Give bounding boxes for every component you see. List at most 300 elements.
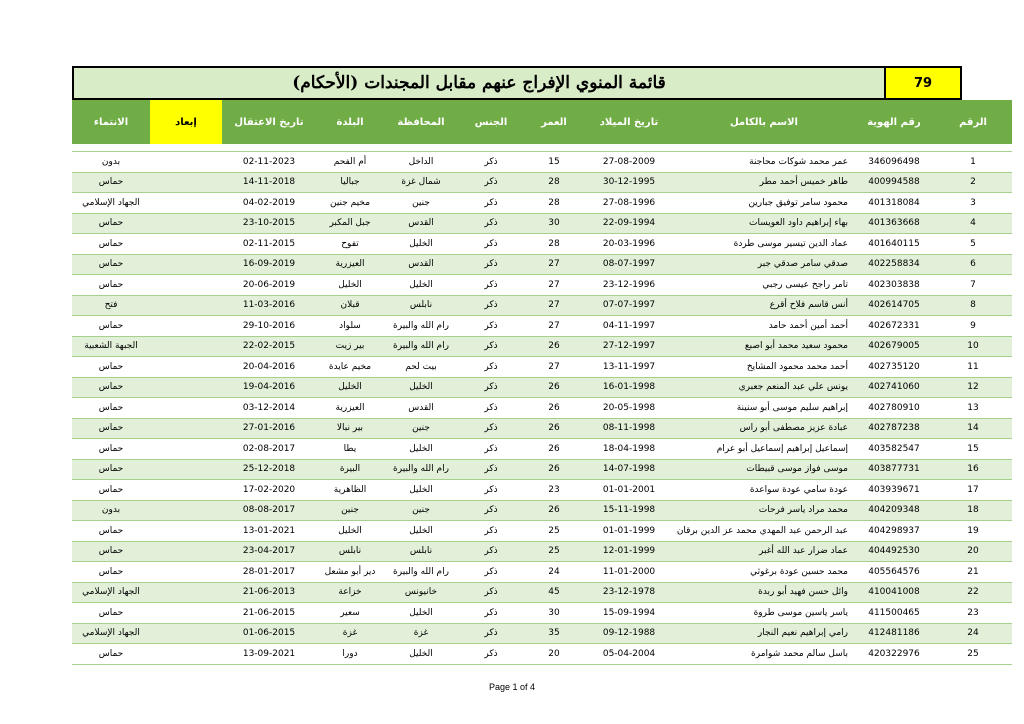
cell-id-number: 400994588 [854, 172, 934, 193]
cell-arrest-date: 08-08-2017 [222, 500, 316, 521]
table-row [72, 377, 1012, 398]
table-gap-row [72, 144, 1012, 152]
cell-number: 1 [934, 152, 1012, 173]
cell-province: جنين [384, 418, 458, 439]
cell-gender: ذكر [458, 521, 524, 542]
cell-dob: 12-01-1999 [584, 541, 674, 562]
cell-age: 26 [524, 336, 584, 357]
cell-affiliation: حماس [72, 562, 150, 583]
header-arrest-date: تاريخ الاعتقال [222, 100, 316, 144]
table-row [72, 316, 1012, 337]
table-row [72, 234, 1012, 255]
cell-id-number: 402303838 [854, 275, 934, 296]
cell-deport [150, 377, 222, 398]
cell-arrest-date: 20-04-2016 [222, 357, 316, 378]
cell-town: تفوح [316, 234, 384, 255]
cell-deport [150, 439, 222, 460]
cell-age: 26 [524, 398, 584, 419]
cell-town: سعير [316, 603, 384, 624]
cell-arrest-date: 02-08-2017 [222, 439, 316, 460]
cell-deport [150, 172, 222, 193]
cell-number: 20 [934, 541, 1012, 562]
cell-number: 25 [934, 644, 1012, 665]
cell-gender: ذكر [458, 172, 524, 193]
cell-town: البيرة [316, 459, 384, 480]
cell-town: مخيم عايدة [316, 357, 384, 378]
cell-gender: ذكر [458, 275, 524, 296]
cell-town: العيزرية [316, 398, 384, 419]
cell-deport [150, 213, 222, 234]
header-name: الاسم بالكامل [674, 100, 854, 144]
cell-province: جنين [384, 193, 458, 214]
cell-age: 20 [524, 644, 584, 665]
cell-town: الخليل [316, 275, 384, 296]
cell-name: إسماعيل إبراهيم إسماعيل أبو عرام [674, 439, 854, 460]
cell-arrest-date: 20-06-2019 [222, 275, 316, 296]
cell-number: 17 [934, 480, 1012, 501]
cell-deport [150, 357, 222, 378]
cell-town: سلواد [316, 316, 384, 337]
cell-deport [150, 295, 222, 316]
cell-town: أم الفحم [316, 152, 384, 173]
cell-arrest-date: 23-04-2017 [222, 541, 316, 562]
cell-gender: ذكر [458, 377, 524, 398]
table-row [72, 213, 1012, 234]
cell-town: العيزرية [316, 254, 384, 275]
cell-number: 11 [934, 357, 1012, 378]
cell-town: دير أبو مشعل [316, 562, 384, 583]
cell-arrest-date: 02-11-2023 [222, 152, 316, 173]
cell-id-number: 401318084 [854, 193, 934, 214]
cell-age: 27 [524, 275, 584, 296]
cell-town: جبل المكبر [316, 213, 384, 234]
title-number: 79 [886, 68, 960, 98]
cell-affiliation: حماس [72, 275, 150, 296]
cell-province: الخليل [384, 644, 458, 665]
cell-gender: ذكر [458, 316, 524, 337]
table-row [72, 480, 1012, 501]
cell-deport [150, 644, 222, 665]
cell-age: 26 [524, 439, 584, 460]
cell-affiliation: حماس [72, 418, 150, 439]
cell-town: مخيم جنين [316, 193, 384, 214]
cell-number: 16 [934, 459, 1012, 480]
cell-number: 23 [934, 603, 1012, 624]
cell-town: بير نبالا [316, 418, 384, 439]
cell-gender: ذكر [458, 541, 524, 562]
cell-affiliation: حماس [72, 172, 150, 193]
cell-affiliation: الجهاد الإسلامي [72, 623, 150, 644]
cell-town: بير زيت [316, 336, 384, 357]
cell-province: نابلس [384, 295, 458, 316]
cell-deport [150, 234, 222, 255]
cell-deport [150, 193, 222, 214]
cell-age: 30 [524, 603, 584, 624]
cell-affiliation: حماس [72, 439, 150, 460]
cell-name: طاهر خميس أحمد مطر [674, 172, 854, 193]
cell-age: 23 [524, 480, 584, 501]
cell-dob: 08-07-1997 [584, 254, 674, 275]
cell-province: جنين [384, 500, 458, 521]
cell-affiliation: الجبهة الشعبية [72, 336, 150, 357]
cell-province: الخليل [384, 377, 458, 398]
table-row [72, 459, 1012, 480]
cell-id-number: 402679005 [854, 336, 934, 357]
cell-affiliation: حماس [72, 459, 150, 480]
cell-id-number: 401363668 [854, 213, 934, 234]
table-row [72, 521, 1012, 542]
cell-id-number: 405564576 [854, 562, 934, 583]
cell-province: بيت لحم [384, 357, 458, 378]
cell-gender: ذكر [458, 480, 524, 501]
cell-dob: 20-05-1998 [584, 398, 674, 419]
cell-name: عماد الدين تيسير موسى طردة [674, 234, 854, 255]
cell-deport [150, 152, 222, 173]
cell-gender: ذكر [458, 357, 524, 378]
cell-id-number: 402672331 [854, 316, 934, 337]
header-gender: الجنس [458, 100, 524, 144]
cell-id-number: 401640115 [854, 234, 934, 255]
cell-affiliation: حماس [72, 234, 150, 255]
cell-id-number: 402787238 [854, 418, 934, 439]
cell-number: 6 [934, 254, 1012, 275]
cell-number: 12 [934, 377, 1012, 398]
header-affiliation: الانتماء [72, 100, 150, 144]
cell-number: 7 [934, 275, 1012, 296]
cell-id-number: 410041008 [854, 582, 934, 603]
cell-age: 25 [524, 541, 584, 562]
cell-dob: 27-08-1996 [584, 193, 674, 214]
cell-province: الخليل [384, 275, 458, 296]
cell-number: 19 [934, 521, 1012, 542]
cell-province: الخليل [384, 480, 458, 501]
cell-province: القدس [384, 213, 458, 234]
cell-dob: 05-04-2004 [584, 644, 674, 665]
cell-town: جباليا [316, 172, 384, 193]
cell-gender: ذكر [458, 439, 524, 460]
cell-id-number: 404298937 [854, 521, 934, 542]
cell-arrest-date: 13-09-2021 [222, 644, 316, 665]
table-body [72, 144, 1012, 664]
cell-deport [150, 316, 222, 337]
cell-deport [150, 500, 222, 521]
cell-id-number: 403877731 [854, 459, 934, 480]
cell-province: خانيونس [384, 582, 458, 603]
table-row [72, 172, 1012, 193]
cell-id-number: 404492530 [854, 541, 934, 562]
cell-id-number: 402258834 [854, 254, 934, 275]
cell-age: 26 [524, 418, 584, 439]
header-town: البلدة [316, 100, 384, 144]
cell-name: إبراهيم سليم موسى أبو سنينة [674, 398, 854, 419]
cell-deport [150, 521, 222, 542]
cell-name: وائل حسن فهيد أبو ربدة [674, 582, 854, 603]
header-province: المحافظة [384, 100, 458, 144]
header-id-number: رقم الهوية [854, 100, 934, 144]
cell-name: عودة سامي عودة سواعدة [674, 480, 854, 501]
cell-name: محمود سامر توفيق جبارين [674, 193, 854, 214]
cell-dob: 07-07-1997 [584, 295, 674, 316]
cell-id-number: 346096498 [854, 152, 934, 173]
cell-gender: ذكر [458, 295, 524, 316]
cell-province: القدس [384, 398, 458, 419]
cell-province: نابلس [384, 541, 458, 562]
cell-age: 26 [524, 500, 584, 521]
page-footer: Page 1 of 4 [488, 682, 536, 692]
cell-affiliation: الجهاد الإسلامي [72, 193, 150, 214]
table-header-row [72, 100, 1012, 144]
cell-deport [150, 336, 222, 357]
cell-name: أحمد محمد محمود المشايخ [674, 357, 854, 378]
cell-gender: ذكر [458, 418, 524, 439]
cell-deport [150, 418, 222, 439]
cell-deport [150, 459, 222, 480]
cell-dob: 16-01-1998 [584, 377, 674, 398]
cell-gender: ذكر [458, 398, 524, 419]
cell-town: الخليل [316, 377, 384, 398]
cell-name: عمر محمد شوكات محاجنة [674, 152, 854, 173]
cell-dob: 18-04-1998 [584, 439, 674, 460]
cell-dob: 08-11-1998 [584, 418, 674, 439]
cell-number: 15 [934, 439, 1012, 460]
cell-province: الخليل [384, 521, 458, 542]
cell-arrest-date: 21-06-2013 [222, 582, 316, 603]
cell-dob: 11-01-2000 [584, 562, 674, 583]
cell-id-number: 402614705 [854, 295, 934, 316]
cell-dob: 22-09-1994 [584, 213, 674, 234]
cell-affiliation: حماس [72, 644, 150, 665]
cell-deport [150, 582, 222, 603]
table-row [72, 439, 1012, 460]
cell-affiliation: حماس [72, 254, 150, 275]
cell-age: 25 [524, 521, 584, 542]
cell-gender: ذكر [458, 193, 524, 214]
cell-age: 35 [524, 623, 584, 644]
cell-arrest-date: 13-01-2021 [222, 521, 316, 542]
cell-age: 27 [524, 295, 584, 316]
cell-affiliation: حماس [72, 603, 150, 624]
cell-province: رام الله والبيرة [384, 336, 458, 357]
table-row [72, 541, 1012, 562]
cell-dob: 01-01-2001 [584, 480, 674, 501]
cell-town: دورا [316, 644, 384, 665]
cell-name: ياسر ياسين موسى طروة [674, 603, 854, 624]
cell-arrest-date: 03-12-2014 [222, 398, 316, 419]
cell-arrest-date: 04-02-2019 [222, 193, 316, 214]
cell-name: عماد ضرار عبد الله أغبر [674, 541, 854, 562]
cell-gender: ذكر [458, 603, 524, 624]
cell-number: 5 [934, 234, 1012, 255]
cell-town: غزة [316, 623, 384, 644]
table-row [72, 603, 1012, 624]
cell-arrest-date: 28-01-2017 [222, 562, 316, 583]
cell-age: 27 [524, 316, 584, 337]
cell-age: 27 [524, 357, 584, 378]
cell-dob: 13-11-1997 [584, 357, 674, 378]
cell-deport [150, 398, 222, 419]
title-row [72, 66, 962, 100]
cell-gender: ذكر [458, 213, 524, 234]
table-row [72, 275, 1012, 296]
cell-name: أحمد أمين أحمد حامد [674, 316, 854, 337]
cell-town: نابلس [316, 541, 384, 562]
table-row [72, 644, 1012, 665]
cell-dob: 27-08-2009 [584, 152, 674, 173]
cell-age: 24 [524, 562, 584, 583]
cell-affiliation: بدون [72, 500, 150, 521]
table-row [72, 500, 1012, 521]
cell-gender: ذكر [458, 562, 524, 583]
cell-id-number: 404209348 [854, 500, 934, 521]
cell-dob: 23-12-1978 [584, 582, 674, 603]
table-row [72, 336, 1012, 357]
table-row [72, 418, 1012, 439]
cell-age: 30 [524, 213, 584, 234]
cell-gender: ذكر [458, 459, 524, 480]
cell-province: شمال غزة [384, 172, 458, 193]
document-sheet [72, 66, 987, 665]
cell-province: القدس [384, 254, 458, 275]
cell-number: 22 [934, 582, 1012, 603]
cell-dob: 14-07-1998 [584, 459, 674, 480]
cell-province: رام الله والبيرة [384, 459, 458, 480]
header-age: العمر [524, 100, 584, 144]
cell-name: محمد حسين عودة برغوثي [674, 562, 854, 583]
cell-name: محمود سعيد محمد أبو اصبع [674, 336, 854, 357]
cell-arrest-date: 29-10-2016 [222, 316, 316, 337]
cell-town: الخليل [316, 521, 384, 542]
document-title: قائمة المنوي الإفراج عنهم مقابل المجندات (الأحكام) [74, 68, 886, 98]
cell-province: الخليل [384, 603, 458, 624]
cell-number: 24 [934, 623, 1012, 644]
header-deport: إبعاد [150, 100, 222, 144]
cell-dob: 27-12-1997 [584, 336, 674, 357]
cell-id-number: 402741060 [854, 377, 934, 398]
cell-town: قبلان [316, 295, 384, 316]
cell-arrest-date: 27-01-2016 [222, 418, 316, 439]
cell-affiliation: حماس [72, 316, 150, 337]
cell-gender: ذكر [458, 582, 524, 603]
cell-dob: 09-12-1988 [584, 623, 674, 644]
cell-age: 45 [524, 582, 584, 603]
cell-name: أنس قاسم فلاح أقرع [674, 295, 854, 316]
cell-age: 27 [524, 254, 584, 275]
cell-gender: ذكر [458, 644, 524, 665]
cell-dob: 15-11-1998 [584, 500, 674, 521]
cell-dob: 15-09-1994 [584, 603, 674, 624]
cell-dob: 23-12-1996 [584, 275, 674, 296]
cell-deport [150, 275, 222, 296]
cell-affiliation: حماس [72, 521, 150, 542]
cell-number: 14 [934, 418, 1012, 439]
cell-id-number: 412481186 [854, 623, 934, 644]
cell-id-number: 420322976 [854, 644, 934, 665]
cell-affiliation: حماس [72, 398, 150, 419]
cell-gender: ذكر [458, 152, 524, 173]
cell-age: 28 [524, 172, 584, 193]
cell-dob: 20-03-1996 [584, 234, 674, 255]
header-dob: تاريخ الميلاد [584, 100, 674, 144]
cell-town: خزاعة [316, 582, 384, 603]
table-row [72, 357, 1012, 378]
cell-age: 26 [524, 459, 584, 480]
cell-arrest-date: 02-11-2015 [222, 234, 316, 255]
cell-province: الخليل [384, 234, 458, 255]
cell-town: يطا [316, 439, 384, 460]
cell-dob: 04-11-1997 [584, 316, 674, 337]
cell-arrest-date: 11-03-2016 [222, 295, 316, 316]
prisoners-table [72, 100, 1012, 665]
cell-arrest-date: 16-09-2019 [222, 254, 316, 275]
table-row [72, 193, 1012, 214]
cell-name: محمد مراد ياسر فرحات [674, 500, 854, 521]
cell-name: عبادة عزيز مصطفى أبو راس [674, 418, 854, 439]
table-row [72, 582, 1012, 603]
cell-age: 26 [524, 377, 584, 398]
cell-number: 4 [934, 213, 1012, 234]
cell-province: الداخل [384, 152, 458, 173]
cell-number: 2 [934, 172, 1012, 193]
cell-name: باسل سالم محمد شوامرة [674, 644, 854, 665]
cell-arrest-date: 25-12-2018 [222, 459, 316, 480]
cell-arrest-date: 19-04-2016 [222, 377, 316, 398]
cell-id-number: 403939671 [854, 480, 934, 501]
cell-deport [150, 603, 222, 624]
cell-id-number: 402780910 [854, 398, 934, 419]
cell-age: 28 [524, 234, 584, 255]
cell-province: الخليل [384, 439, 458, 460]
cell-dob: 30-12-1995 [584, 172, 674, 193]
cell-gender: ذكر [458, 500, 524, 521]
cell-arrest-date: 22-02-2015 [222, 336, 316, 357]
cell-province: رام الله والبيرة [384, 562, 458, 583]
cell-arrest-date: 17-02-2020 [222, 480, 316, 501]
cell-name: رامي إبراهيم نعيم النجار [674, 623, 854, 644]
cell-number: 9 [934, 316, 1012, 337]
cell-age: 15 [524, 152, 584, 173]
cell-id-number: 402735120 [854, 357, 934, 378]
cell-name: يونس علي عبد المنعم جعبري [674, 377, 854, 398]
cell-affiliation: بدون [72, 152, 150, 173]
cell-arrest-date: 21-06-2015 [222, 603, 316, 624]
cell-affiliation: حماس [72, 480, 150, 501]
cell-dob: 01-01-1999 [584, 521, 674, 542]
cell-gender: ذكر [458, 623, 524, 644]
header-number: الرقم [934, 100, 1012, 144]
cell-province: رام الله والبيرة [384, 316, 458, 337]
cell-deport [150, 623, 222, 644]
cell-number: 13 [934, 398, 1012, 419]
table-row [72, 152, 1012, 173]
cell-name: صدقي سامر صدقي جبر [674, 254, 854, 275]
cell-province: غزة [384, 623, 458, 644]
cell-name: بهاء إبراهيم داود العويسات [674, 213, 854, 234]
cell-number: 18 [934, 500, 1012, 521]
cell-age: 28 [524, 193, 584, 214]
cell-id-number: 411500465 [854, 603, 934, 624]
cell-number: 8 [934, 295, 1012, 316]
cell-deport [150, 480, 222, 501]
cell-deport [150, 562, 222, 583]
cell-gender: ذكر [458, 234, 524, 255]
table-row [72, 398, 1012, 419]
cell-affiliation: فتح [72, 295, 150, 316]
cell-affiliation: حماس [72, 377, 150, 398]
cell-deport [150, 541, 222, 562]
cell-arrest-date: 01-06-2015 [222, 623, 316, 644]
cell-name: تامر راجح عيسى رجبي [674, 275, 854, 296]
cell-arrest-date: 23-10-2015 [222, 213, 316, 234]
